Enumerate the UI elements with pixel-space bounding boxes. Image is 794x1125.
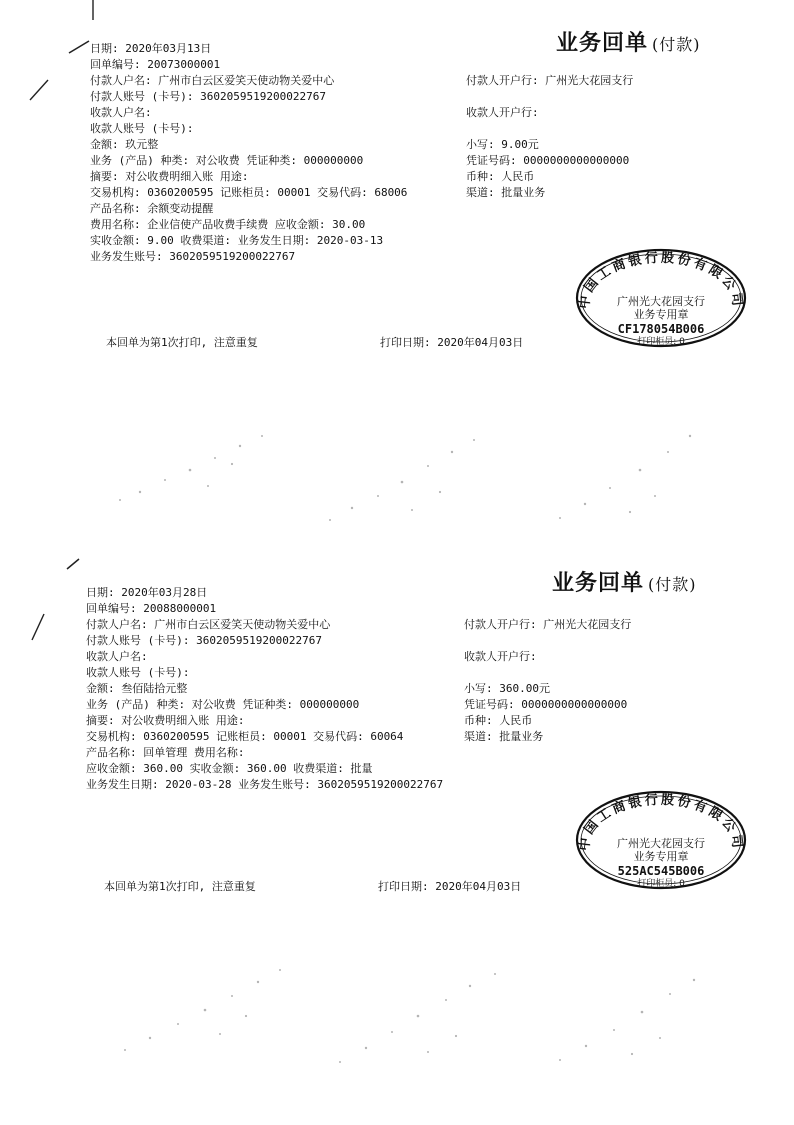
field-fee-name: 费用名称: 企业信使产品收费手续费 应收金额: 30.00 [90, 218, 366, 231]
receipt-2 [0, 540, 794, 1100]
receipt-subtitle: (付款) [652, 35, 701, 54]
field-product-name: 产品名称: 余额变动提醒 [90, 202, 214, 215]
field-date: 日期: 2020年03月28日 [86, 586, 208, 599]
print-notice: 本回单为第1次打印, 注意重复 [104, 880, 256, 893]
print-date: 打印日期: 2020年04月03日 [380, 336, 524, 349]
pen-mark-icon [30, 612, 46, 642]
pen-mark-icon [28, 78, 50, 102]
field-payee-bank: 收款人开户行: [466, 106, 539, 119]
seal-code: 525AC545B006 [617, 864, 705, 878]
field-voucher-number: 凭证号码: 0000000000000000 [464, 698, 628, 711]
field-currency: 币种: 人民币 [464, 714, 533, 727]
field-date: 日期: 2020年03月13日 [90, 42, 212, 55]
field-payee-name: 收款人户名: [86, 650, 148, 663]
field-received-amount: 实收金额: 9.00 收费渠道: 业务发生日期: 2020-03-13 [90, 234, 384, 247]
field-amount-figures: 小写: 9.00元 [466, 138, 539, 151]
bank-seal [575, 248, 747, 348]
field-payer-name: 付款人户名: 广州市白云区爱笑天使动物关爱中心 [86, 618, 331, 631]
field-institution: 交易机构: 0360200595 记账柜员: 00001 交易代码: 60064 [86, 730, 404, 743]
field-currency: 币种: 人民币 [466, 170, 535, 183]
seal-branch: 广州光大花园支行 [617, 295, 705, 308]
field-channel: 渠道: 批量业务 [464, 730, 544, 743]
field-payer-bank: 付款人开户行: 广州光大花园支行 [464, 618, 632, 631]
field-summary: 摘要: 对公收费明细入账 用途: [86, 714, 245, 727]
pen-mark-icon [68, 40, 90, 54]
field-business-date-account: 业务发生日期: 2020-03-28 业务发生账号: 3602059519200022767 [86, 778, 444, 791]
bank-seal [575, 790, 747, 890]
field-payer-account: 付款人账号 (卡号): 3602059519200022767 [86, 634, 322, 647]
field-summary: 摘要: 对公收费明细入账 用途: [90, 170, 249, 183]
seal-bank-name: 中国工商银行股份有限公司 [577, 792, 745, 852]
pen-mark-icon [66, 558, 80, 570]
field-receipt-number: 回单编号: 20073000001 [90, 58, 221, 71]
field-business-account: 业务发生账号: 3602059519200022767 [90, 250, 296, 263]
print-notice: 本回单为第1次打印, 注意重复 [106, 336, 258, 349]
field-payer-bank: 付款人开户行: 广州光大花园支行 [466, 74, 634, 87]
receipt-subtitle: (付款) [648, 575, 697, 594]
field-institution: 交易机构: 0360200595 记账柜员: 00001 交易代码: 68006 [90, 186, 408, 199]
print-date: 打印日期: 2020年04月03日 [378, 880, 522, 893]
seal-bottom: 打印柜员: 0 [637, 879, 685, 889]
scan-noise [0, 400, 794, 540]
pen-mark-icon [90, 0, 96, 20]
field-payee-name: 收款人户名: [90, 106, 152, 119]
field-amount: 金额: 叁佰陆拾元整 [86, 682, 188, 695]
field-voucher-number: 凭证号码: 0000000000000000 [466, 154, 630, 167]
seal-use: 业务专用章 [633, 850, 689, 863]
field-payee-bank: 收款人开户行: [464, 650, 537, 663]
field-channel: 渠道: 批量业务 [466, 186, 546, 199]
seal-use: 业务专用章 [633, 308, 689, 321]
field-business-type: 业务 (产品) 种类: 对公收费 凭证种类: 000000000 [90, 154, 364, 167]
receipt-title: 业务回单 (付款) [552, 570, 697, 596]
seal-bank-name: 中国工商银行股份有限公司 [577, 250, 745, 310]
field-received-amount: 应收金额: 360.00 实收金额: 360.00 收费渠道: 批量 [86, 762, 373, 775]
field-receipt-number: 回单编号: 20088000001 [86, 602, 217, 615]
scan-noise [0, 940, 794, 1080]
seal-branch: 广州光大花园支行 [617, 837, 705, 850]
field-product-name: 产品名称: 回单管理 费用名称: [86, 746, 245, 759]
seal-bottom: 打印柜员: 0 [637, 337, 685, 347]
field-business-type: 业务 (产品) 种类: 对公收费 凭证种类: 000000000 [86, 698, 360, 711]
receipt-title: 业务回单 (付款) [556, 30, 701, 56]
field-payee-account: 收款人账号 (卡号): [86, 666, 190, 679]
field-payer-name: 付款人户名: 广州市白云区爱笑天使动物关爱中心 [90, 74, 335, 87]
field-payee-account: 收款人账号 (卡号): [90, 122, 194, 135]
field-amount: 金额: 玖元整 [90, 138, 159, 151]
receipt-1 [0, 0, 794, 560]
field-amount-figures: 小写: 360.00元 [464, 682, 550, 695]
field-payer-account: 付款人账号 (卡号): 3602059519200022767 [90, 90, 326, 103]
seal-code: CF178054B006 [617, 322, 705, 336]
